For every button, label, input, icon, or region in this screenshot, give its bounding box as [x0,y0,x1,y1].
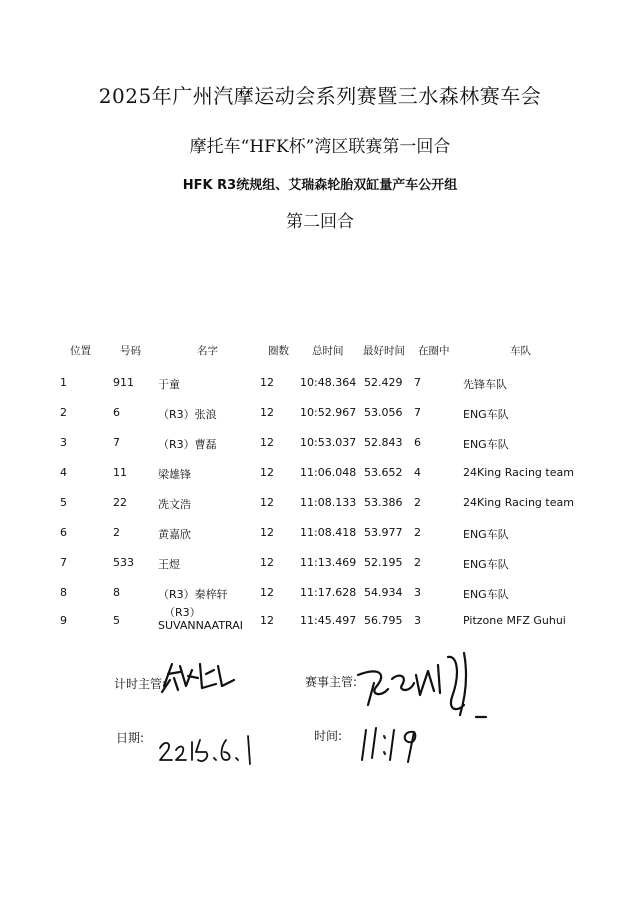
cell-pos: 4 [60,466,67,479]
cell-total: 11:13.469 [300,556,357,569]
cell-total: 10:53.037 [300,436,357,449]
cell-inlap: 2 [414,526,421,539]
cell-num: 8 [113,586,120,599]
race-chief-label: 赛事主管: [305,675,358,689]
cell-team: Pitzone MFZ Guhui [463,614,566,627]
date-label: 日期: [116,731,145,745]
cell-name-line: （R3） [164,606,201,619]
header-team: 车队 [510,345,531,357]
cell-best: 53.386 [364,496,403,509]
cell-pos: 2 [60,406,67,419]
header-best: 最好时间 [363,345,405,357]
cell-best: 54.934 [364,586,403,599]
date-handwritten [156,730,256,768]
cell-total: 10:48.364 [300,376,357,389]
header-total: 总时间 [312,345,344,357]
cell-laps: 12 [260,496,274,509]
cell-total: 11:45.497 [300,614,357,627]
cell-best: 52.843 [364,436,403,449]
header-inlap: 在圈中 [418,345,450,357]
cell-team: ENG车队 [463,558,509,571]
cell-name: （R3）曹磊 [158,438,217,451]
cell-num: 533 [113,556,134,569]
cell-best: 53.056 [364,406,403,419]
cell-inlap: 4 [414,466,421,479]
cell-pos: 9 [60,614,67,627]
cell-total: 11:08.133 [300,496,357,509]
cell-total: 10:52.967 [300,406,357,419]
header-pos: 位置 [70,345,91,357]
cell-num: 7 [113,436,120,449]
cell-name: 梁雄锋 [158,468,191,481]
cell-laps: 12 [260,586,274,599]
cell-name [158,606,244,632]
round-title: 第二回合 [286,212,354,232]
cell-team: ENG车队 [463,438,509,451]
cell-total: 11:17.628 [300,586,357,599]
cell-num: 22 [113,496,127,509]
cell-inlap: 7 [414,406,421,419]
cell-inlap: 2 [414,496,421,509]
cell-num: 911 [113,376,134,389]
cell-name-line: SUVANNAATRAI [158,619,244,632]
header-num: 号码 [120,345,141,357]
header-laps: 圈数 [268,345,289,357]
main-title: 2025年广州汽摩运动会系列赛暨三水森林赛车会 [98,84,542,108]
header-name: 名字 [197,345,218,357]
cell-num: 6 [113,406,120,419]
cell-pos: 7 [60,556,67,569]
cell-best: 56.795 [364,614,403,627]
cell-num: 5 [113,614,120,627]
cell-team: ENG车队 [463,408,509,421]
timing-chief-label: 计时主管: [114,677,167,691]
cell-best: 53.977 [364,526,403,539]
cell-laps: 12 [260,526,274,539]
cell-best: 53.652 [364,466,403,479]
time-handwritten [358,722,428,764]
cell-name: 王煜 [158,558,180,571]
cell-inlap: 3 [414,614,421,627]
cell-laps: 12 [260,376,274,389]
cell-name: （R3）秦梓轩 [158,588,228,601]
cell-inlap: 7 [414,376,421,389]
timing-chief-signature [158,656,240,696]
cell-name: 冼文浩 [158,498,191,511]
cell-inlap: 6 [414,436,421,449]
cell-inlap: 2 [414,556,421,569]
cell-pos: 6 [60,526,67,539]
cell-laps: 12 [260,556,274,569]
cell-pos: 8 [60,586,67,599]
cell-pos: 1 [60,376,67,389]
cell-num: 2 [113,526,120,539]
cell-name: （R3）张浪 [158,408,217,421]
cell-team: 24King Racing team [463,496,574,509]
cell-team: ENG车队 [463,588,509,601]
cell-num: 11 [113,466,127,479]
cell-team: 先锋车队 [463,378,507,391]
cell-best: 52.429 [364,376,403,389]
cell-total: 11:08.418 [300,526,357,539]
cell-best: 52.195 [364,556,403,569]
time-label: 时间: [314,729,343,743]
cell-inlap: 3 [414,586,421,599]
cell-laps: 12 [260,436,274,449]
cell-pos: 3 [60,436,67,449]
cell-name: 于童 [158,378,180,391]
cell-team: 24King Racing team [463,466,574,479]
cell-laps: 12 [260,614,274,627]
cell-name: 黄嘉欣 [158,528,191,541]
cell-team: ENG车队 [463,528,509,541]
sub-title: 摩托车“HFK杯”湾区联赛第一回合 [189,137,451,157]
cell-laps: 12 [260,466,274,479]
cell-total: 11:06.048 [300,466,357,479]
cell-laps: 12 [260,406,274,419]
cell-pos: 5 [60,496,67,509]
group-title: HFK R3统规组、艾瑞森轮胎双缸量产车公开组 [182,178,458,193]
